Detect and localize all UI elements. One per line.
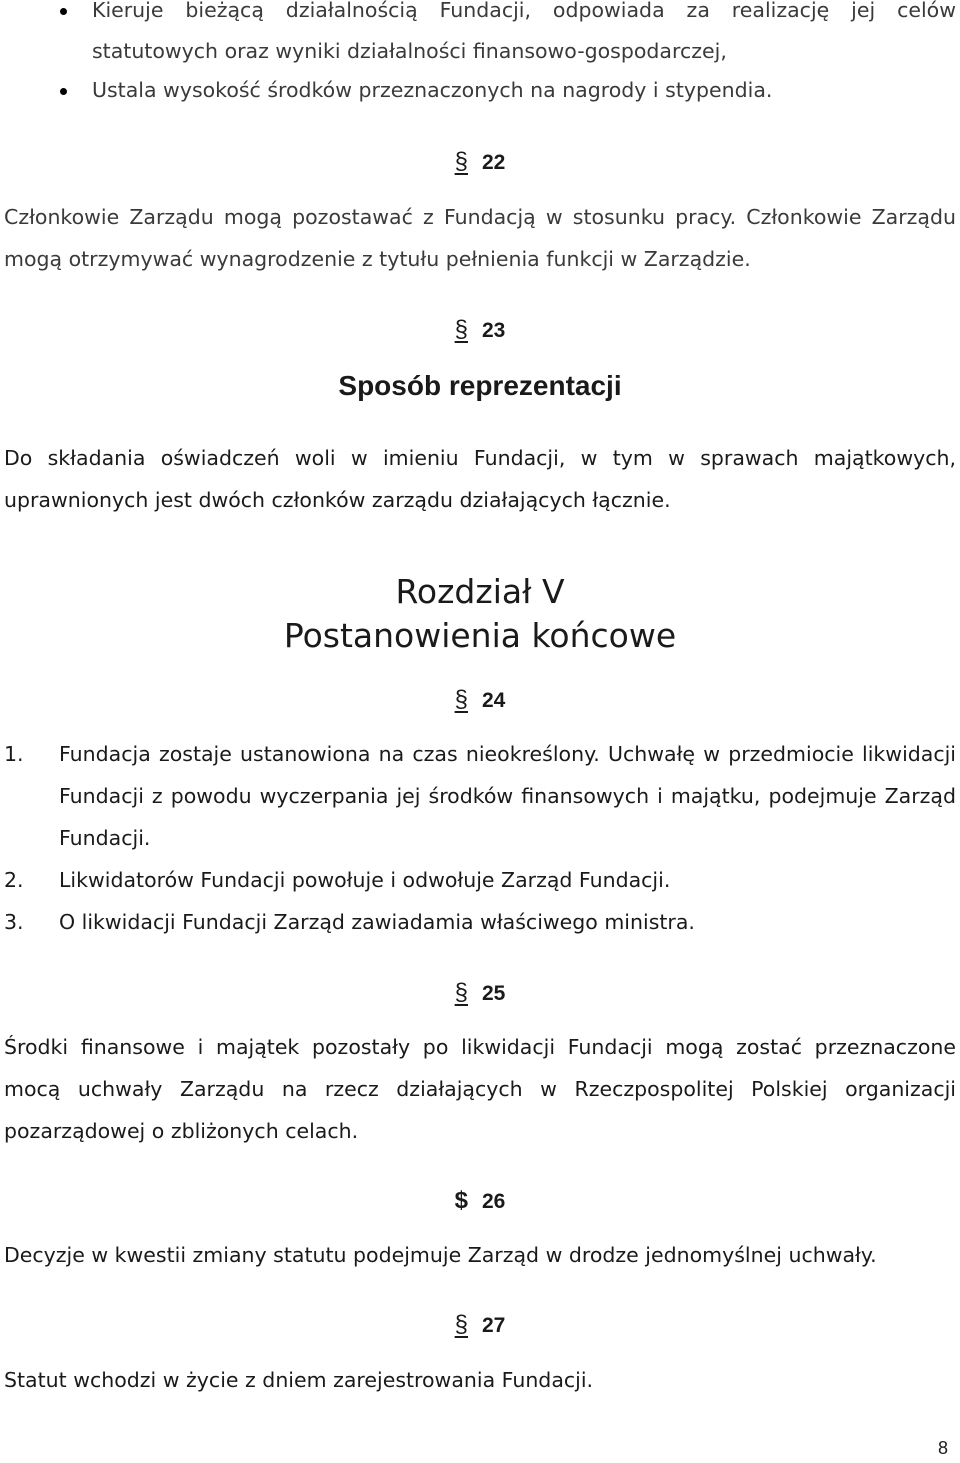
page-number: 8	[937, 1438, 948, 1458]
section-number: 24	[482, 689, 506, 712]
item-number: 3.	[4, 910, 24, 934]
chapter-number: Rozdział V	[395, 572, 565, 611]
section-number: 22	[482, 151, 506, 174]
section-22-heading	[0, 148, 960, 176]
section-sign-icon: §	[454, 979, 468, 1006]
section-sign-icon: §	[454, 148, 468, 175]
numbered-item-3	[4, 901, 956, 943]
section-sign-icon: §	[454, 1311, 468, 1338]
section-number: 25	[482, 982, 506, 1005]
bullet-icon	[60, 8, 67, 15]
section-27-text: Statut wchodzi w życie z dniem zarejestrowania Fundacji.	[4, 1368, 594, 1392]
section-sign-icon: §	[454, 316, 468, 343]
section-23-title: Sposób reprezentacji	[338, 370, 622, 401]
numbered-item-2	[4, 859, 956, 901]
item-text: O likwidacji Fundacji Zarząd zawiadamia właściwego ministra.	[59, 910, 695, 934]
item-number: 1.	[4, 742, 24, 766]
dollar-sign-icon: $	[454, 1187, 468, 1214]
section-26-heading	[0, 1187, 960, 1215]
numbered-item-1	[4, 733, 956, 859]
section-number: 26	[482, 1190, 506, 1213]
section-number: 23	[482, 319, 506, 342]
bullet-text: Kieruje bieżącą działalnością Fundacji, odpowiada za realizację jej celów statutowych oraz wyniki działalności finansowo-gospodarczej,	[92, 0, 956, 63]
chapter-name: Postanowienia końcowe	[283, 616, 677, 655]
section-26-text: Decyzje w kwestii zmiany statutu podejmuje Zarząd w drodze jednomyślnej uchwały.	[4, 1243, 877, 1267]
bullet-icon	[60, 88, 67, 95]
item-text: Fundacja zostaje ustanowiona na czas nieokreślony. Uchwałę w przedmiocie likwidacji Fundacji z powodu wyczerpania jej środków finansowych i majątku, podejmuje Zarząd Fundacji.	[59, 742, 956, 850]
item-text: Likwidatorów Fundacji powołuje i odwołuje Zarząd Fundacji.	[59, 868, 671, 892]
section-sign-icon: §	[454, 686, 468, 713]
section-23-heading	[0, 316, 960, 344]
section-24-heading	[0, 686, 960, 714]
item-number: 2.	[4, 868, 24, 892]
section-23-text: Do składania oświadczeń woli w imieniu Fundacji, w tym w sprawach majątkowych, uprawnionych jest dwóch członków zarządu działających łącznie.	[4, 446, 956, 512]
section-number: 27	[482, 1314, 506, 1337]
section-22-text: Członkowie Zarządu mogą pozostawać z Fundacją w stosunku pracy. Członkowie Zarządu mogą otrzymywać wynagrodzenie z tytułu pełnienia funkcji w Zarządzie.	[4, 205, 956, 271]
section-25-heading	[0, 979, 960, 1007]
chapter-title	[0, 570, 960, 658]
bullet-text: Ustala wysokość środków przeznaczonych na nagrody i stypendia.	[92, 78, 773, 102]
section-25-text: Środki finansowe i majątek pozostały po likwidacji Fundacji mogą zostać przeznaczone mocą uchwały Zarządu na rzecz działających w Rzeczpospolitej Polskiej organizacji pozarządowej o zbliżonych celach.	[4, 1035, 956, 1143]
section-27-heading	[0, 1311, 960, 1339]
